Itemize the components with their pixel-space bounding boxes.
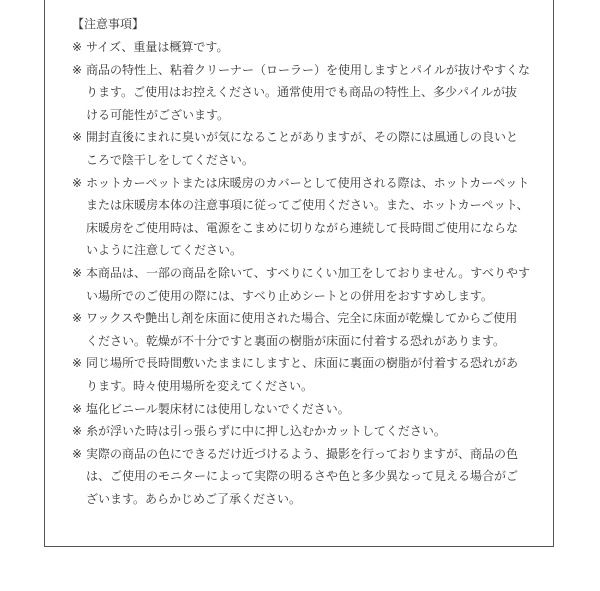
notice-line: い場所でのご使用の際には、すべり止めシートとの併用をおすすめします。 <box>86 288 493 303</box>
notice-line: 糸が浮いた時は引っ張らずに中に押し込むかカットしてください。 <box>86 424 446 439</box>
notice-mark: ※ <box>72 265 83 280</box>
notice-line: 塩化ビニール製床材には使用しないでください。 <box>86 401 350 416</box>
notice-line: ホットカーペットまたは床暖房のカバーとして使用される際は、ホットカーペット <box>86 175 530 190</box>
notice-item-vinyl <box>72 398 532 421</box>
notice-mark: ※ <box>72 311 83 326</box>
notice-mark: ※ <box>72 40 83 54</box>
notice-item-slip <box>72 262 532 307</box>
notice-mark: ※ <box>72 446 83 461</box>
notice-line: 商品の特性上、粘着クリーナー（ローラー）を使用しますとパイルが抜けやすくな <box>86 62 531 77</box>
notice-line: サイズ、重量は概算です。 <box>86 40 229 54</box>
notice-item-color <box>72 443 532 511</box>
notice-line: ワックスや艶出し剤を床面に使用された場合、完全に床面が乾燥してからご使用 <box>86 311 518 326</box>
notice-line: または床暖房本体の注意事項に従ってご使用ください。また、ホットカーペット、 <box>86 198 529 213</box>
notice-line: は、ご使用のモニターによって実際の明るさや色と多少異なって見える場合がご <box>86 469 519 484</box>
notice-item-wax <box>72 307 532 352</box>
notice-item-cleaner <box>72 59 532 127</box>
notice-item-thread <box>72 420 532 443</box>
notice-line: ください。乾燥が不十分ですと裏面の樹脂が床面に付着する恐れがあります。 <box>86 333 506 348</box>
notice-line: 同じ場所で長時間敷いたままにしますと、床面に裏面の樹脂が付着する恐れがあ <box>86 356 519 371</box>
notice-mark: ※ <box>72 356 83 371</box>
notice-item-odor <box>72 126 532 171</box>
notice-line: 本商品は、一部の商品を除いて、すべりにくい加工をしておりません。すべりやす <box>86 265 531 280</box>
notice-mark: ※ <box>72 424 83 439</box>
notice-item-size <box>72 36 532 59</box>
notice-item-heating <box>72 172 532 262</box>
notice-line: ころで陰干しをしてください。 <box>86 152 254 167</box>
notice-title: 【注意事項】 <box>72 17 145 31</box>
notice-line: ります。時々使用場所を変えてください。 <box>86 378 314 393</box>
notice-list <box>72 36 532 510</box>
notice-item-same-place <box>72 352 532 397</box>
notice-line: 実際の商品の色にできるだけ近づけるよう、撮影を行っておりますが、商品の色 <box>86 446 519 461</box>
notice-line: 開封直後にまれに臭いが気になることがありますが、その際には風通しの良いと <box>86 130 519 145</box>
notice-mark: ※ <box>72 130 83 145</box>
notice-line: 床暖房をご使用時は、電源をこまめに切りながら連続して長時間ご使用にならな <box>86 220 519 235</box>
notice-line: ける可能性がございます。 <box>86 107 230 122</box>
notice-mark: ※ <box>72 62 83 77</box>
notice-mark: ※ <box>72 175 83 190</box>
notice-line: ざいます。あらかじめご了承ください。 <box>86 491 302 506</box>
notice-mark: ※ <box>72 401 83 416</box>
notice-line: いように注意してください。 <box>86 243 243 258</box>
notice-line: ります。ご使用はお控えください。通常使用でも商品の特性上、多少パイルが抜 <box>86 85 518 100</box>
